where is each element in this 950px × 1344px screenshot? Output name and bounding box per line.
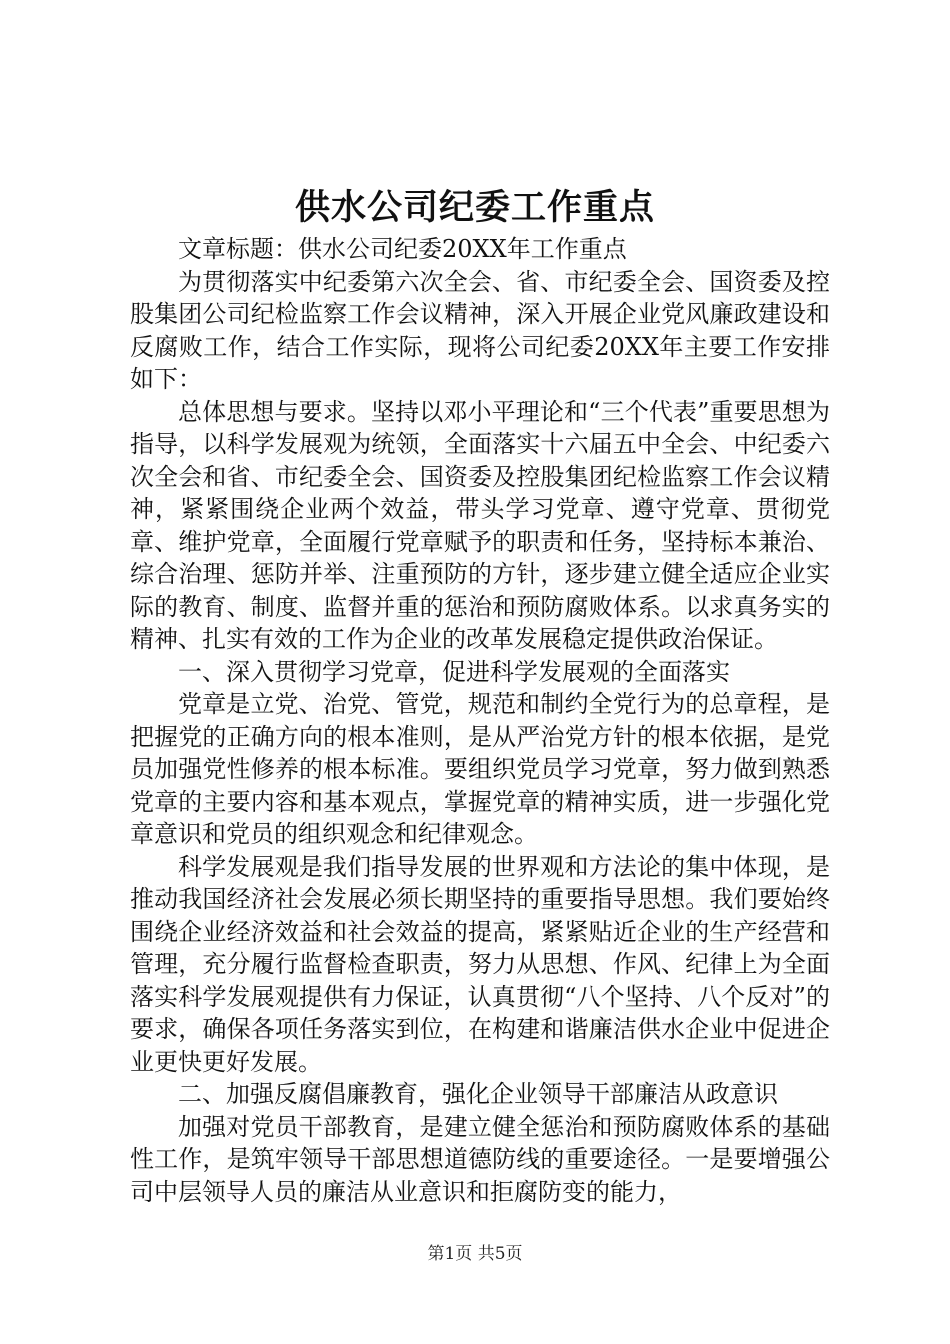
overall-requirements-paragraph: 总体思想与要求。坚持以邓小平理论和“三个代表”重要思想为指导，以科学发展观为统领，全面落实十六届五中全会、中纪委六次全会和省、市纪委全会、国资委及控股集团纪检监察工作会议精神，紧紧围绕企业两个效益，带头学习党章、遵守党章、贯彻党章、维护党章，全面履行党章赋予的职责和任务，坚持标本兼治、综合治理、惩防并举、注重预防的方针，逐步建立健全适应企业实际的教育、制度、监督并重的惩治和预防腐败体系。以求真务实的精神、扎实有效的工作为企业的改革发展稳定提供政治保证。 (130, 397, 830, 653)
page-number-footer: 第1页 共5页 (427, 1244, 523, 1264)
section-heading-two: 二、加强反腐倡廉教育，强化企业领导干部廉洁从政意识 (178, 1080, 778, 1108)
party-constitution-paragraph: 党章是立党、治党、管党，规范和制约全党行为的总章程，是把握党的正确方向的根本准则，是从严治党方针的根本依据，是党员加强党性修养的根本标准。要组织党员学习党章，努力做到熟悉党章的主要内容和基本观点，掌握党章的精神实质，进一步强化党章意识和党员的组织观念和纪律观念。 (130, 690, 830, 848)
section-heading-one: 一、深入贯彻学习党章，促进科学发展观的全面落实 (178, 657, 730, 686)
education-paragraph: 加强对党员干部教育，是建立健全惩治和预防腐败体系的基础性工作，是筑牢领导干部思想道德防线的重要途径。一是要增强公司中层领导人员的廉洁从业意识和拒腐防变的能力， (130, 1112, 830, 1206)
document-body (130, 233, 830, 1208)
intro-paragraph: 为贯彻落实中纪委第六次全会、省、市纪委全会、国资委及控股集团公司纪检监察工作会议精神，深入开展企业党风廉政建设和反腐败工作，结合工作实际，现将公司纪委20XX年主要工作安排如下： (130, 267, 830, 393)
scientific-development-paragraph: 科学发展观是我们指导发展的世界观和方法论的集中体现，是推动我国经济社会发展必须长期坚持的重要指导思想。我们要始终围绕企业经济效益和社会效益的提高，紧紧贴近企业的生产经营和管理，充分履行监督检查职责，努力从思想、作风、纪律上为全面落实科学发展观提供有力保证，认真贯彻“八个坚持、八个反对”的要求，确保各项任务落实到位，在构建和谐廉洁供水企业中促进企业更快更好发展。 (130, 852, 830, 1076)
document-title: 供水公司纪委工作重点 (294, 187, 655, 228)
article-title-line: 文章标题：供水公司纪委20XX年工作重点 (178, 235, 627, 263)
